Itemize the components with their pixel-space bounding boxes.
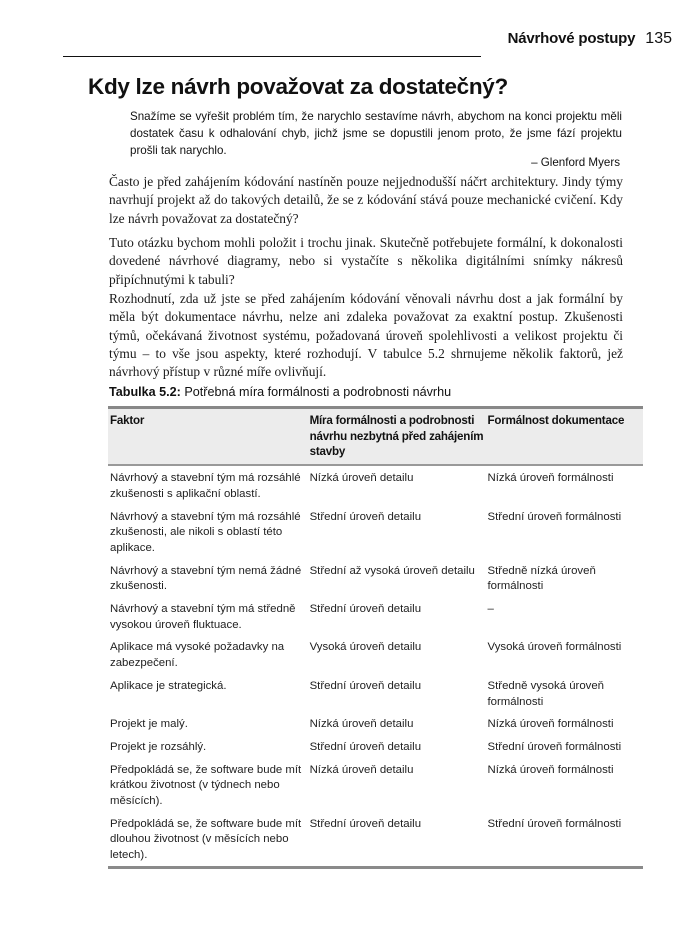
cell-detail: Střední úroveň detailu	[309, 603, 422, 616]
table-caption-text: Potřebná míra formálnosti a podrobnosti návrhu	[180, 385, 452, 399]
cell-documentation: Střední úroveň formálnosti	[487, 510, 622, 523]
cell-detail: Nízká úroveň detailu	[309, 763, 414, 776]
cell-factor: Projekt je malý.	[110, 718, 188, 731]
table-row	[108, 735, 643, 758]
table-row	[108, 712, 643, 735]
body-paragraph: Často je před zahájením kódování nastíněn pouze nejjednodušší náčrt architektury. Jindy týmy navrhují projekt až do takových detailů, že se z kódování stává pouze mechanické cvičení. Kdy lze návrh považovat za dostatečný?	[109, 174, 623, 226]
cell-factor: Předpokládá se, že software bude mít krátkou životnost (v týdnech nebo měsících).	[110, 763, 302, 808]
column-header-factor: Faktor	[108, 408, 308, 466]
cell-factor: Návrhový a stavební tým má rozsáhlé zkušenosti, ale nikoli s oblastí této aplikace.	[110, 510, 301, 554]
table-caption	[109, 385, 451, 399]
running-head-title: Návrhové postupy	[507, 30, 636, 47]
cell-detail: Střední úroveň detailu	[309, 817, 422, 830]
design-formality-table	[108, 406, 643, 869]
cell-factor: Návrhový a stavební tým nemá žádné zkušenosti.	[110, 564, 302, 593]
page-number: 135	[645, 30, 672, 47]
running-head	[508, 30, 672, 48]
body-paragraph: Tuto otázku bychom mohli položit i trochu jinak. Skutečně potřebujete formální, k dokonalosti dovedené návrhové diagramy, nebo si vystačíte s několika digitálními snímky nákresů připíchnutými k tabuli?	[109, 235, 623, 287]
cell-documentation: Nízká úroveň formálnosti	[487, 472, 614, 485]
cell-detail: Střední úroveň detailu	[309, 740, 422, 753]
table-row	[108, 758, 643, 812]
cell-factor: Aplikace má vysoké požadavky na zabezpečení.	[110, 641, 285, 670]
header-rule	[63, 56, 481, 57]
table-row	[108, 597, 643, 635]
cell-documentation: Středně vysoká úroveň formálnosti	[487, 679, 605, 708]
section-heading: Kdy lze návrh považovat za dostatečný?	[88, 74, 508, 99]
cell-detail: Střední až vysoká úroveň detailu	[309, 564, 475, 577]
column-header-documentation: Formálnost dokumentace	[486, 408, 643, 466]
cell-documentation: Vysoká úroveň formálnosti	[487, 641, 622, 654]
cell-factor: Návrhový a stavební tým má středně vysokou úroveň fluktuace.	[110, 603, 296, 631]
cell-documentation: Středně nízká úroveň formálnosti	[487, 564, 596, 593]
cell-detail: Nízká úroveň detailu	[309, 718, 414, 731]
cell-detail: Nízká úroveň detailu	[309, 472, 414, 485]
table-header-row	[108, 408, 643, 466]
cell-documentation: Střední úroveň formálnosti	[487, 817, 622, 830]
table-row	[108, 505, 643, 559]
table-row	[108, 559, 643, 597]
table-row	[108, 465, 643, 504]
epigraph-author: – Glenford Myers	[531, 156, 620, 169]
body-paragraph: Rozhodnutí, zda už jste se před zahájením kódování věnovali návrhu dost a jak formální by měla být dokumentace návrhu, nelze ani zdaleka považovat za exaktní postup. Zkušenosti týmů, očekávaná životnost systému, požadovaná úroveň spolehlivosti a velikost projektu či týmu – to vše jsou aspekty, které rozhodují. V tabulce 5.2 shrnujeme několik faktorů, jež návrhový přístup v různé míře ovlivňují.	[109, 291, 623, 380]
cell-documentation: –	[487, 603, 494, 616]
cell-detail: Vysoká úroveň detailu	[309, 641, 422, 654]
table-row	[108, 674, 643, 712]
table-row	[108, 812, 643, 868]
cell-documentation: Nízká úroveň formálnosti	[487, 763, 614, 776]
column-header-detail: Míra formálnosti a podrobnosti návrhu nezbytná před zahájením stavby	[308, 408, 486, 466]
cell-factor: Předpokládá se, že software bude mít dlouhou životnost (v měsících nebo letech).	[110, 817, 302, 862]
table-caption-label: Tabulka 5.2:	[109, 385, 181, 399]
cell-documentation: Nízká úroveň formálnosti	[487, 718, 614, 731]
table-row	[108, 635, 643, 673]
cell-factor: Návrhový a stavební tým má rozsáhlé zkušenosti s aplikační oblastí.	[110, 472, 301, 500]
cell-documentation: Střední úroveň formálnosti	[487, 740, 622, 753]
cell-detail: Střední úroveň detailu	[309, 510, 422, 523]
cell-detail: Střední úroveň detailu	[309, 679, 422, 692]
cell-factor: Projekt je rozsáhlý.	[110, 740, 207, 753]
epigraph-quote: Snažíme se vyřešit problém tím, že narychlo sestavíme návrh, abychom na konci projektu měli dostatek času k odhalování chyb, jichž jsme se dopustili jenom proto, že jsme fází projektu prošli tak narychlo.	[130, 110, 622, 157]
cell-factor: Aplikace je strategická.	[110, 679, 227, 692]
